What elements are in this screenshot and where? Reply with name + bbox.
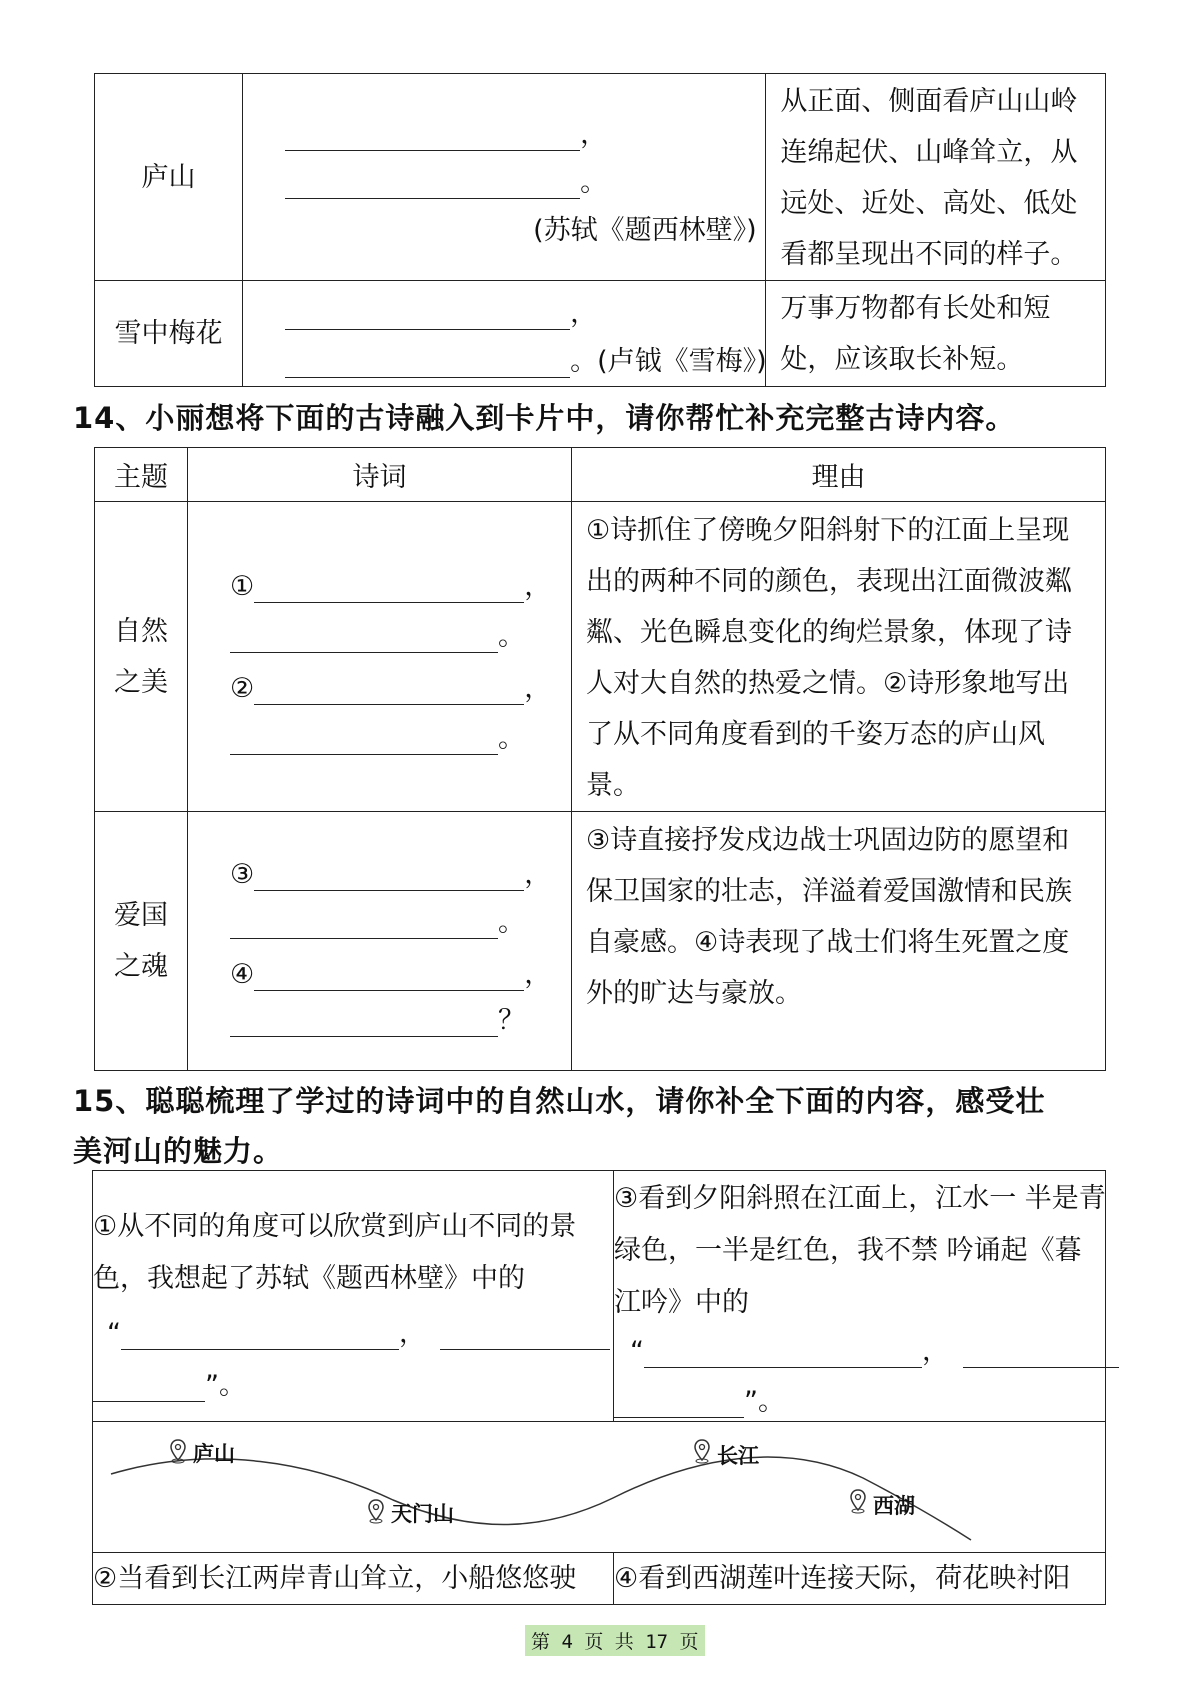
map-label-changjiang: 长江 [717,1444,759,1468]
punct: ， [922,1336,949,1367]
answer-blank[interactable] [254,860,524,891]
punct: ， [524,959,552,990]
answer-blank[interactable] [285,347,570,378]
q14-title: 14、小丽想将下面的古诗融入到卡片中，请你帮忙补充完整古诗内容。 [73,401,1016,435]
answer-blank[interactable] [230,908,498,939]
punct: ， [580,119,608,150]
reason-text: 从正面、侧面看庐山山岭连绵起伏、山峰耸立，从远处、近处、高处、低处看都呈现出不同的样子。 [780,86,1078,270]
location-pin-icon [169,1438,187,1464]
header-reason-label: 理由 [811,462,866,493]
table-q14 [94,447,1106,1071]
theme-cell [95,812,188,1071]
punct: ， [570,298,598,329]
punct: ， [399,1318,426,1349]
punct: 。 [498,907,525,938]
landscape-map [93,1422,1105,1552]
theme-cell [95,502,188,812]
punct: 。 [498,621,525,652]
theme-patriot-line1: 爱国 [114,900,168,931]
answer-blank[interactable] [254,572,524,603]
q15-map-cell [93,1422,1106,1553]
table-q13 [94,73,1106,387]
cell3-text: ③看到夕阳斜照在江面上，江水一 半是青绿色，一半是红色，我不禁 吟诵起《暮江吟》中的 [614,1183,1106,1318]
header-reason [572,448,1106,502]
answer-blank[interactable] [230,1006,498,1037]
close-quote: ”。 [744,1386,785,1417]
item-mark: ③ [230,859,255,890]
item-mark: ① [230,571,255,602]
reason-text: ①诗抓住了傍晚夕阳斜射下的江面上呈现出的两种不同的颜色，表现出江面微波粼粼、光色瞬息变化的绚烂景象，体现了诗人对大自然的热爱之情。②诗形象地写出了从不同角度看到的千姿万态的庐山风景。 [586,515,1072,801]
map-label-xihu: 西湖 [873,1494,915,1518]
q15-cell-3 [614,1171,1106,1422]
theme-patriot-line2: 之魂 [114,951,168,982]
header-theme [95,448,188,502]
q15-cell-2 [93,1553,614,1605]
answer-blank[interactable] [644,1337,922,1368]
q15-title-line1: 15、聪聪梳理了学过的诗词中的自然山水，请你补全下面的内容，感受壮 [73,1084,1046,1118]
map-label-lushan: 庐山 [193,1442,235,1466]
answer-blank[interactable] [285,120,580,151]
cell2-text: ②当看到长江两岸青山耸立，小船悠悠驶 [93,1563,577,1594]
map-label-tianmenshan: 天门山 [391,1502,454,1526]
theme-nature-line1: 自然 [114,615,168,647]
answer-blank[interactable] [285,168,580,199]
punct: ， [524,673,552,704]
punct: 。 [498,723,525,754]
item-mark: ② [230,673,255,704]
subject-cell [95,281,243,387]
reason-text: 万事万物都有长处和短处，应该取长补短。 [780,293,1051,375]
item-mark: ④ [230,959,255,990]
theme-nature-line2: 之美 [114,666,168,698]
poem-source: (苏轼《题西林壁》) [533,215,757,246]
poem-cell [188,812,572,1071]
table-q15 [92,1170,1106,1605]
answer-blank[interactable] [440,1319,610,1350]
page-footer: 第 4 页 共 17 页 [525,1625,705,1656]
answer-blank[interactable] [285,299,570,330]
river-curve [93,1422,1105,1552]
subject-lushan: 庐山 [141,161,196,193]
q15-cell-4 [614,1553,1106,1605]
open-quote: “ [630,1336,644,1367]
reason-cell [572,812,1106,1071]
reason-cell [766,74,1106,281]
close-quote: ”。 [205,1370,246,1401]
answer-blank[interactable] [614,1387,744,1418]
header-poem-label: 诗词 [352,462,407,493]
poem-cell [243,74,766,281]
answer-blank[interactable] [121,1319,399,1350]
cell1-text: ①从不同的角度可以欣赏到庐山不同的景色，我想起了苏轼《题西林壁》中的 [93,1211,577,1294]
answer-blank[interactable] [254,960,524,991]
subject-plum: 雪中梅花 [114,318,223,349]
poem-cell [188,502,572,812]
answer-blank[interactable] [93,1371,205,1402]
answer-blank[interactable] [254,674,524,705]
location-pin-icon [693,1438,711,1464]
open-quote: “ [107,1318,121,1349]
answer-blank[interactable] [963,1337,1119,1368]
header-theme-label: 主题 [114,462,168,493]
q15-title-line2: 美河山的魅力。 [73,1134,284,1168]
poem-cell [243,281,766,387]
reason-cell [766,281,1106,387]
punct: ， [524,859,552,890]
cell4-text: ④看到西湖莲叶连接天际，荷花映衬阳 [614,1563,1071,1594]
answer-blank[interactable] [230,724,498,755]
subject-cell [95,74,243,281]
punct: ， [524,571,552,602]
punct: ？ [498,1005,525,1036]
reason-cell [572,502,1106,812]
header-poem [188,448,572,502]
q15-cell-1 [93,1171,614,1422]
location-pin-icon [367,1498,385,1524]
poem-source: 。(卢钺《雪梅》) [570,346,767,377]
answer-blank[interactable] [230,622,498,653]
punct: 。 [580,167,608,198]
reason-text: ③诗直接抒发戍边战士巩固边防的愿望和保卫国家的壮志，洋溢着爱国激情和民族自豪感。④诗表现了战士们将生死置之度外的旷达与豪放。 [586,825,1072,1009]
location-pin-icon [849,1488,867,1514]
